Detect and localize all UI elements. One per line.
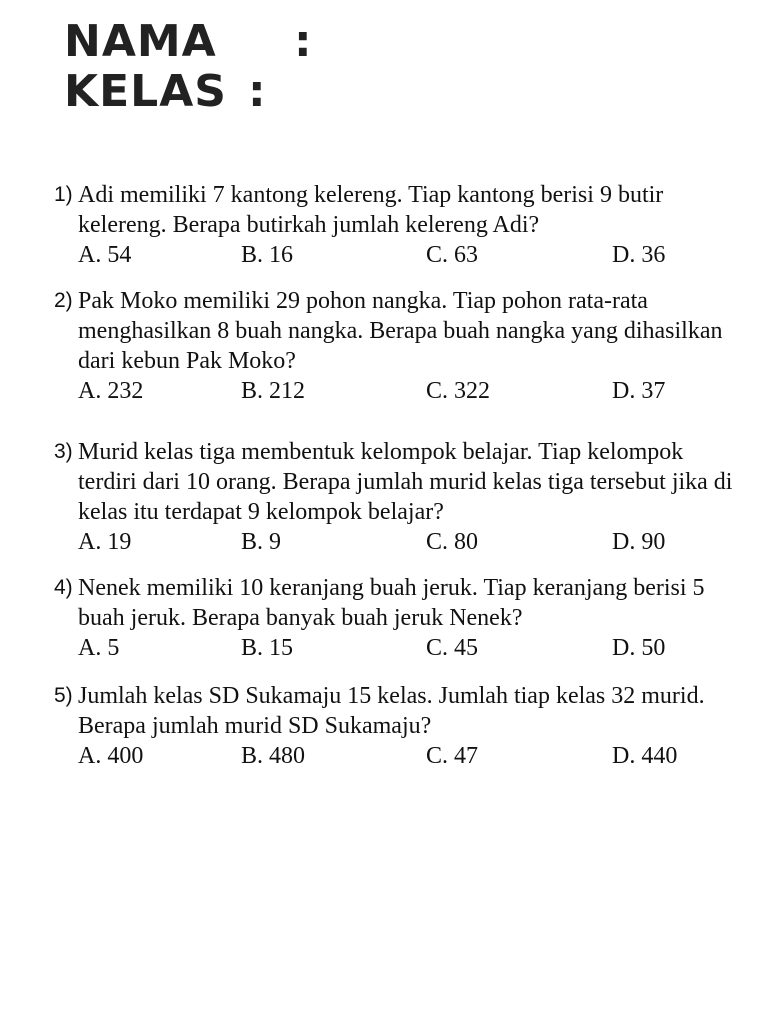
option-b: B. 212: [241, 378, 306, 404]
option-d: D. 90: [612, 529, 666, 555]
question-3: [54, 437, 744, 557]
options-row: [78, 633, 744, 663]
option-a: A. 232: [78, 378, 144, 404]
question-1: [54, 180, 744, 270]
kelas-colon: :: [248, 66, 267, 117]
question-text: Nenek memiliki 10 keranjang buah jeruk. Tiap keranjang berisi 5 buah jeruk. Berapa banyak buah jeruk Nenek?: [78, 575, 705, 631]
option-a: A. 19: [78, 529, 132, 555]
kelas-label: KELAS: [64, 66, 227, 117]
question-2: [54, 286, 744, 406]
nama-colon: :: [294, 16, 313, 67]
option-b: B. 15: [241, 635, 294, 661]
option-c: C. 80: [426, 529, 479, 555]
option-c: C. 63: [426, 242, 479, 268]
question-text: Adi memiliki 7 kantong kelereng. Tiap kantong berisi 9 butir kelereng. Berapa butirkah jumlah kelereng Adi?: [78, 182, 664, 238]
option-d: D. 36: [612, 242, 666, 268]
option-a: A. 400: [78, 743, 144, 769]
option-a: A. 54: [78, 242, 132, 268]
question-text: Pak Moko memiliki 29 pohon nangka. Tiap pohon rata-rata menghasilkan 8 buah nangka. Berapa buah nangka yang dihasilkan dari kebun Pak Moko?: [78, 288, 723, 374]
option-b: B. 480: [241, 743, 306, 769]
question-number: 1): [54, 183, 73, 206]
option-d: D. 440: [612, 743, 678, 769]
option-c: C. 47: [426, 743, 479, 769]
options-row: [78, 741, 744, 771]
option-a: A. 5: [78, 635, 120, 661]
options-row: [78, 376, 744, 406]
question-number: 4): [54, 576, 73, 599]
options-row: [78, 527, 744, 557]
question-4: [54, 573, 744, 663]
question-text: Murid kelas tiga membentuk kelompok belajar. Tiap kelompok terdiri dari 10 orang. Berapa jumlah murid kelas tiga tersebut jika di kelas itu terdapat 9 kelompok belajar?: [78, 439, 733, 525]
question-5: [54, 681, 744, 771]
option-b: B. 16: [241, 242, 294, 268]
question-list: [54, 180, 744, 771]
option-c: C. 322: [426, 378, 491, 404]
question-text: Jumlah kelas SD Sukamaju 15 kelas. Jumlah tiap kelas 32 murid. Berapa jumlah murid SD Sukamaju?: [78, 683, 705, 739]
option-c: C. 45: [426, 635, 479, 661]
option-b: B. 9: [241, 529, 282, 555]
question-number: 3): [54, 440, 73, 463]
option-d: D. 50: [612, 635, 666, 661]
nama-label: NAMA: [64, 16, 217, 67]
question-number: 2): [54, 289, 73, 312]
option-d: D. 37: [612, 378, 666, 404]
options-row: [78, 240, 744, 270]
question-number: 5): [54, 684, 73, 707]
